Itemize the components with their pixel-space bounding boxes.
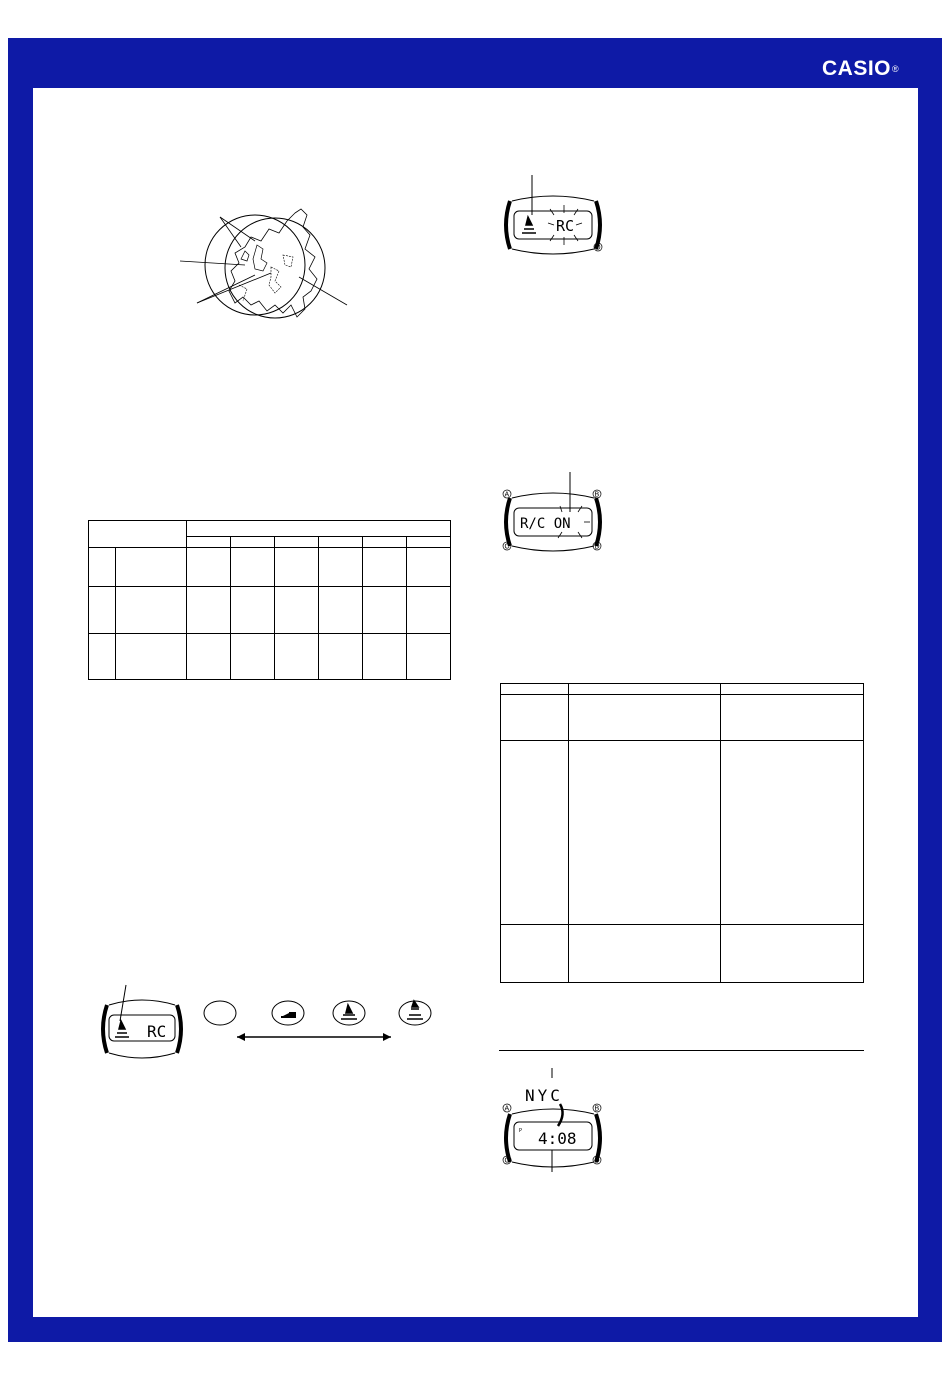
signal-level-1-icon [281, 1013, 295, 1017]
svg-text:A: A [504, 1105, 510, 1113]
city-code-text: NYC [525, 1086, 563, 1105]
signal-level-2-icon [341, 1005, 357, 1019]
rc-blink-text: RC [556, 217, 575, 235]
pm-indicator: P [519, 1128, 523, 1134]
watch-nyc-time-figure [500, 1068, 610, 1172]
rc-level-text: RC [147, 1022, 167, 1041]
casio-logo: CASIO® [822, 57, 900, 80]
svg-text:D: D [594, 543, 600, 551]
svg-text:B: B [594, 1105, 600, 1113]
time-text: 4:08 [538, 1129, 577, 1148]
watch-rc-level-figure [95, 985, 445, 1057]
troubleshooting-table [500, 683, 864, 983]
rc-on-text: R/C ON [520, 516, 571, 532]
signal-level-0-icon [204, 1001, 236, 1025]
svg-text:C: C [504, 543, 510, 551]
svg-text:D: D [595, 244, 601, 252]
signal-level-3b-icon [407, 1001, 423, 1019]
svg-text:A: A [504, 491, 510, 499]
europe-map-figure [175, 205, 355, 325]
signal-icon [522, 217, 536, 233]
reception-table [88, 520, 451, 680]
section-divider [499, 1050, 864, 1051]
watch-rc-on-figure [500, 472, 610, 552]
svg-text:C: C [504, 1157, 510, 1165]
watch-rc-blink-figure [500, 175, 610, 255]
signal-level-3-icon [115, 1021, 129, 1037]
svg-text:D: D [594, 1157, 600, 1165]
svg-text:B: B [594, 491, 600, 499]
